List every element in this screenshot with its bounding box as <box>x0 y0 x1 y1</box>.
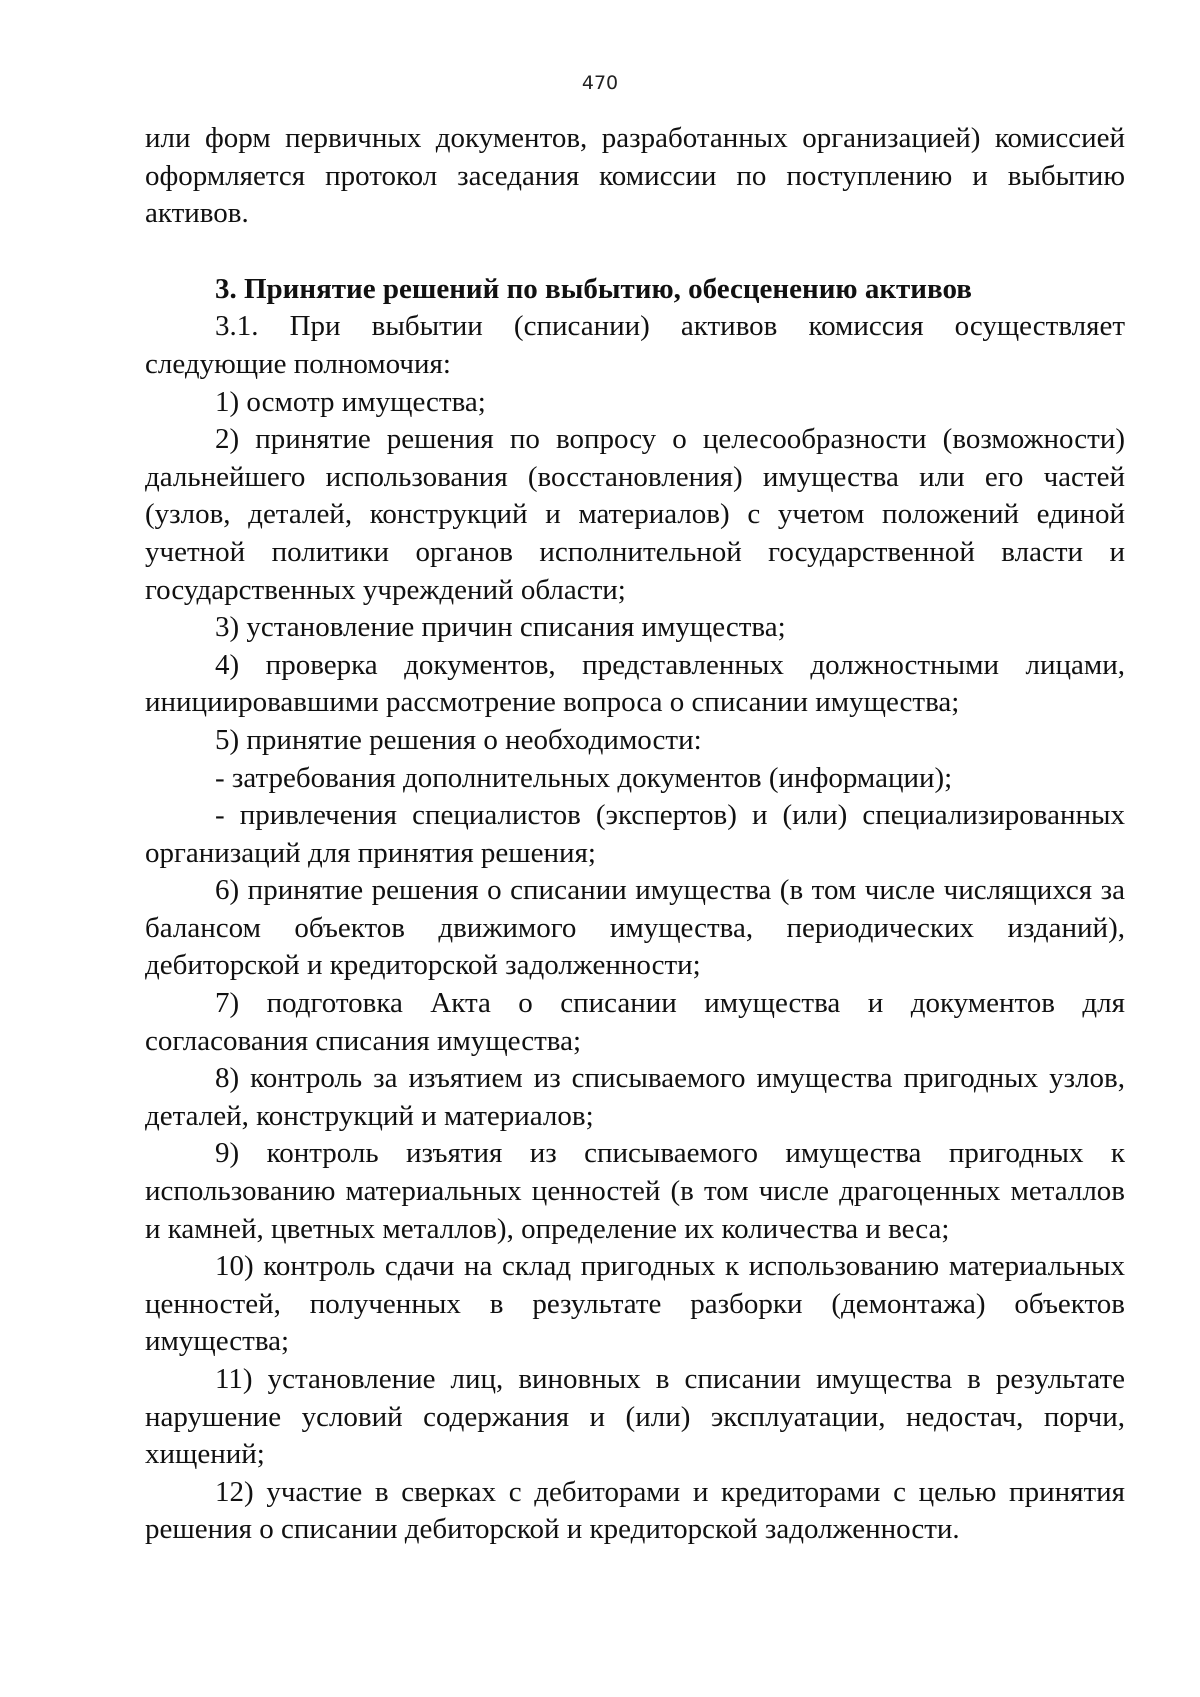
sub-list-item: - привлечения специалистов (экспертов) и (или) специализированных организаций для принятия решения; <box>145 799 1125 869</box>
section-heading: 3. Принятие решений по выбытию, обесценению активов <box>215 272 972 305</box>
list-item: 10) контроль сдачи на склад пригодных к использованию материальных ценностей, полученных в результате разборки (демонтажа) объектов имущества; <box>145 1250 1125 1358</box>
sub-list-item: - затребования дополнительных документов (информации); <box>215 761 953 794</box>
list-item: 5) принятие решения о необходимости: <box>215 723 702 756</box>
page-number: 470 <box>581 72 619 94</box>
list-item: 4) проверка документов, представленных должностными лицами, инициировавшими рассмотрение вопроса о списании имущества; <box>145 648 1125 719</box>
list-item: 6) принятие решения о списании имущества (в том числе числящихся за балансом объектов движимого имущества, периодических изданий), дебиторской и кредиторской задолженности; <box>145 874 1125 982</box>
list-item: 3) установление причин списания имущества; <box>215 611 786 644</box>
list-item: 9) контроль изъятия из списываемого имущества пригодных к использованию материальных ценностей (в том числе драгоценных металлов и камней, цветных металлов), определение их количества и веса; <box>145 1137 1125 1245</box>
list-item: 1) осмотр имущества; <box>215 385 486 418</box>
list-item: 2) принятие решения по вопросу о целесообразности (возможности) дальнейшего использования (восстановления) имущества или его частей (узлов, деталей, конструкций и материалов) с учетом положений единой учетной политики органов исполнительной государственной власти и государственных учреждений области; <box>145 423 1125 606</box>
list-item: 8) контроль за изъятием из списываемого имущества пригодных узлов, деталей, конструкций и материалов; <box>145 1062 1125 1132</box>
list-item: 12) участие в сверках с дебиторами и кредиторами с целью принятия решения о списании дебиторской и кредиторской задолженности. <box>145 1475 1125 1546</box>
list-item: 7) подготовка Акта о списании имущества и документов для согласования списания имущества; <box>145 987 1125 1057</box>
document-body <box>145 120 1125 1549</box>
list-item: 11) установление лиц, виновных в списании имущества в результате нарушение условий содержания и (или) эксплуатации, недостач, порчи, хищений; <box>145 1363 1125 1471</box>
intro-paragraph: или форм первичных документов, разработанных организацией) комиссией оформляется протокол заседания комиссии по поступлению и выбытию активов. <box>145 122 1125 230</box>
section-lead-paragraph: 3.1. При выбытии (списании) активов комиссия осуществляет следующие полномочия: <box>145 310 1125 380</box>
